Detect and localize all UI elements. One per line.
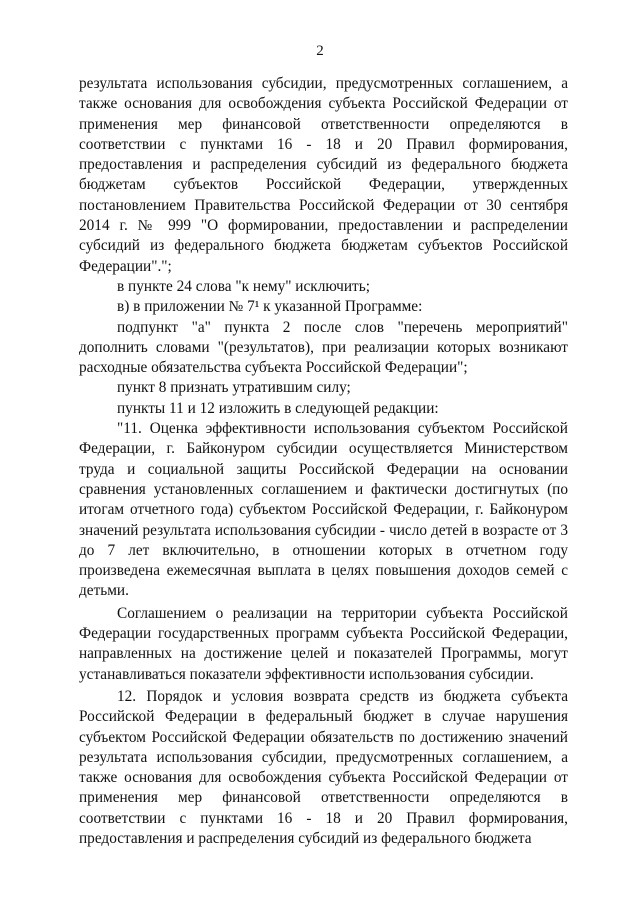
paragraph-items-11-12: пункты 11 и 12 изложить в следующей редакции: [117,399,439,417]
paragraph-subitem-a: подпункт "а" пункта 2 после слов "перечень мероприятий" дополнить словами "(результатов), при реализации которых возникают расходные обязательства субъекта Российской Федерации"; [79,318,568,377]
paragraph-clause-12: 12. Порядок и условия возврата средств из бюджета субъекта Российской Федерации в федеральный бюджет в случае нарушения субъектом Российской Федерации обязательств по достижению значений результата использования субсидии, предусмотренных соглашением, а также основания для освобождения субъекта Российской Федерации от применения мер финансовой ответственности определяются в соответствии с пунктами 16 - 18 и 20 Правил формирования, предоставления и распределения субсидий из федерального бюджета [79,687,568,847]
paragraph-item-24: в пункте 24 слова "к нему" исключить; [117,277,370,295]
paragraph-continuation: результата использования субсидии, предусмотренных соглашением, а также основания для освобождения субъекта Российской Федерации от применения мер финансовой ответственности определяются в соответствии с пунктами 16 - 18 и 20 Правил формирования, предоставления и распределения субсидий из федерального бюджета бюджетам субъектов Российской Федерации, утвержденных постановлением Правительства Российской Федерации от 30 сентября 2014 г. № 999 "О формировании, предоставлении и распределении субсидий из федерального бюджета бюджетам субъектов Российской Федерации"."; [79,75,568,275]
paragraph-item-8: пункт 8 признать утратившим силу; [117,379,351,397]
paragraph-agreement: Соглашением о реализации на территории субъекта Российской Федерации государственных программ субъекта Российской Федерации, направленных на достижение целей и показателей Программы, могут устанавливаться показатели эффективности использования субсидии. [79,604,568,683]
document-body [79,74,568,849]
paragraph-clause-11: "11. Оценка эффективности использования субъектом Российской Федерации, г. Байконуром субсидии осуществляется Министерством труда и социальной защиты Российской Федерации на основании сравнения установленных соглашением и фактически достигнутых (по итогам отчетного года) субъектом Российской Федерации, г. Байконуром значений результата использования субсидии - число детей в возрасте от 3 до 7 лет включительно, в отношении которых в отчетном году произведена ежемесячная выплата в целях повышения доходов семей с детьми. [79,420,568,600]
page-number: 2 [316,43,324,59]
paragraph-appendix-7: в) в приложении № 7¹ к указанной Программе: [117,298,423,316]
